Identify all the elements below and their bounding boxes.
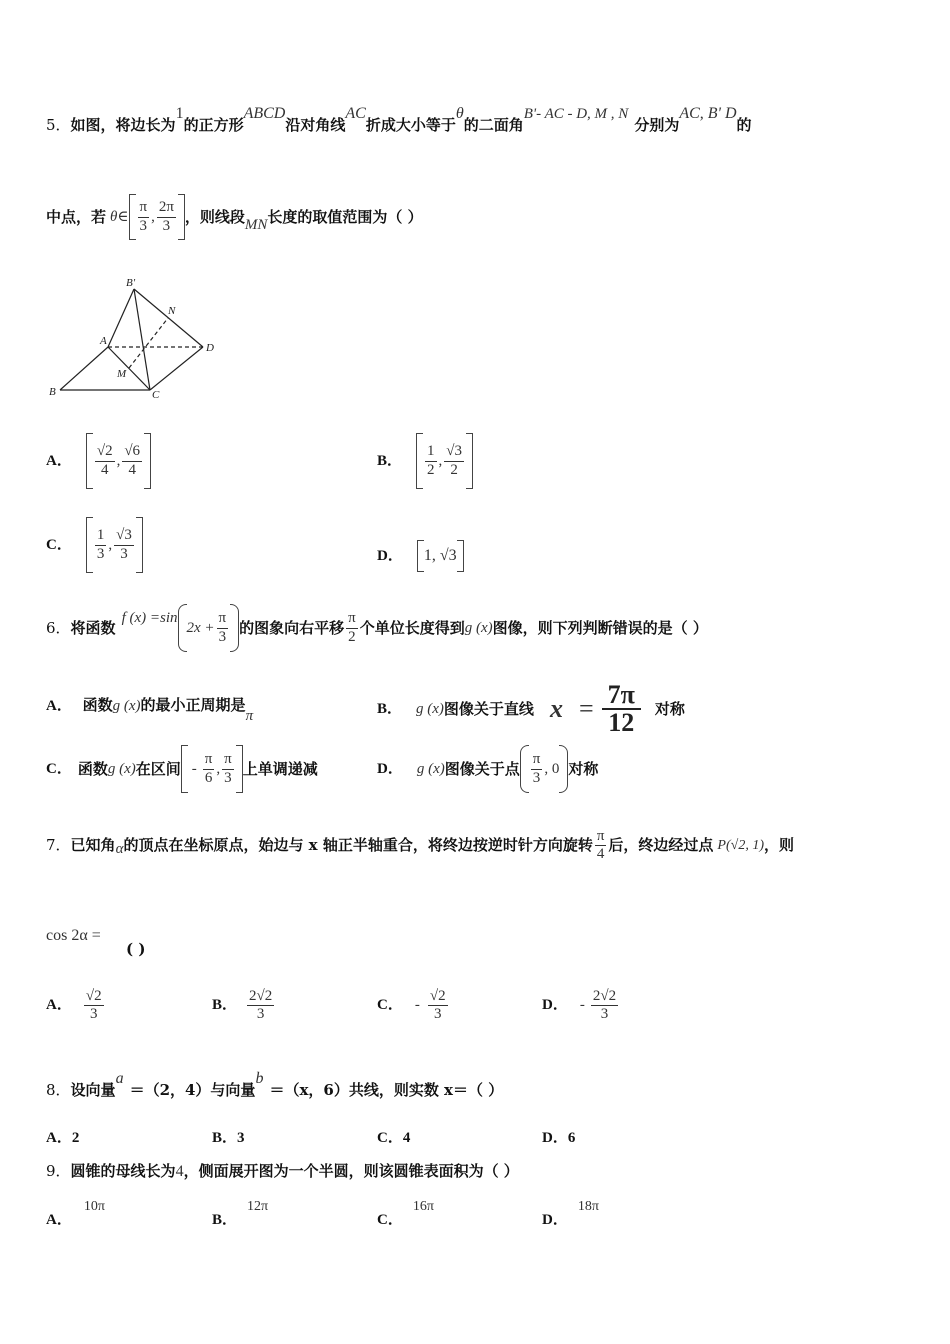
label-c: C	[152, 389, 160, 401]
right-bracket	[466, 433, 473, 489]
q5-text: 中点，若	[46, 207, 107, 226]
q5-math-side: 1	[175, 105, 184, 122]
label-b: B	[49, 386, 56, 398]
vector-a: a	[115, 1070, 124, 1087]
left-paren	[520, 745, 529, 793]
fraction: $\frac{2\pi}{3}$	[158, 199, 174, 234]
label-a: A	[100, 335, 107, 347]
label-d: D	[206, 342, 214, 354]
q9-number: 9．	[46, 1162, 71, 1180]
fraction: $\frac{\pi}{3}$	[139, 199, 148, 234]
q7-option-a[interactable]: A． $\frac{√2}{3}$	[46, 988, 102, 1023]
left-bracket	[86, 517, 93, 573]
q5-math-theta-in: θ∈	[110, 208, 129, 225]
segment-mn	[129, 318, 168, 368]
edge-b1d	[134, 289, 203, 347]
q5-text: 分别为	[634, 116, 680, 134]
vector-b: b	[255, 1070, 264, 1087]
q5-math-midpoints: AC, B' D	[679, 105, 737, 122]
right-bracket	[457, 540, 464, 572]
label-b-prime: B'	[126, 277, 136, 289]
q5-text: 沿对角线	[285, 116, 346, 134]
q5-line1	[46, 105, 752, 134]
q8-option-b[interactable]: B．3	[212, 1130, 245, 1146]
q5-option-b[interactable]: B． $\frac{1}{2}$ , $\frac{√3}{2}$	[377, 433, 473, 489]
q8-stem: 8．设向量a＝（2，4）与向量b＝（x，6）共线，则实数 x＝（ ）	[46, 1070, 504, 1099]
q5-option-c[interactable]: C． $\frac{1}{3}$ , $\frac{√3}{3}$	[46, 517, 143, 573]
q5-option-d[interactable]: D． 1, √3	[377, 540, 464, 572]
q6-option-a[interactable]: A． 函数g (x)的最小正周期是π	[46, 696, 254, 724]
label-n: N	[168, 305, 176, 317]
edge-ba	[60, 347, 108, 390]
q7-math-cos: cos 2α =	[46, 927, 101, 944]
q7-option-b[interactable]: B． $\frac{2√2}{3}$	[212, 988, 273, 1023]
q5-figure	[40, 270, 230, 410]
right-bracket	[236, 745, 243, 793]
q5-math-square: ABCD	[243, 105, 286, 122]
q5-text: 折成大小等于	[365, 116, 456, 134]
q7-stem: 7． 已知角 α 的顶点在坐标原点，始边与 x 轴正半轴重合，将终边按逆时针方向旋转 $\frac{\pi}{4}$ 后，终边经过点 P(√2, 1) ，则	[46, 828, 794, 863]
q5-math-diagonal: AC	[345, 105, 366, 122]
left-bracket	[417, 540, 424, 572]
q7-number: 7．	[46, 836, 71, 855]
q7-stem-cont	[46, 928, 101, 944]
q6-number: 6．	[46, 618, 71, 637]
left-paren	[178, 604, 187, 652]
q7-option-c[interactable]: C． - $\frac{√2}{3}$	[377, 988, 446, 1023]
q7-answer-paren: ( )	[126, 940, 146, 958]
left-bracket	[129, 194, 136, 240]
q9-option-d[interactable]: D．18π	[542, 1199, 599, 1228]
right-paren	[559, 745, 568, 793]
left-bracket	[181, 745, 188, 793]
q5-line2: 中点，若 θ∈ $\frac{\pi}{3}$ , $\frac{2\pi}{3}$ ，则线段 MN 长度的取值范围为（ ）	[46, 194, 423, 240]
q6-stem: 6． 将函数 f (x) =sin 2x + $\frac{\pi}{3}$ 的图象向右平移 $\frac{\pi}{2}$ 个单位长度得到 g (x) 图像，则下列判断错误的是（ ）	[46, 604, 708, 652]
q8-option-a[interactable]: A．2	[46, 1130, 80, 1146]
q9-option-c[interactable]: C．16π	[377, 1199, 434, 1228]
right-bracket	[178, 194, 185, 240]
q9-option-b[interactable]: B．12π	[212, 1199, 269, 1228]
right-bracket	[136, 517, 143, 573]
q5-math-mn: MN	[244, 216, 268, 233]
edge-cd	[150, 347, 203, 390]
right-bracket	[144, 433, 151, 489]
q8-number: 8．	[46, 1081, 71, 1099]
q5-math-theta: θ	[455, 105, 464, 122]
q7-option-d[interactable]: D． - $\frac{2√2}{3}$	[542, 988, 617, 1023]
q6-math-f: f (x) =sin	[121, 609, 178, 626]
fraction: $\frac{7\pi}{12}$	[602, 682, 641, 736]
left-bracket	[86, 433, 93, 489]
q9-stem: 9．圆锥的母线长为4，侧面展开图为一个半圆，则该圆锥表面积为（ ）	[46, 1162, 519, 1180]
left-bracket	[416, 433, 423, 489]
edge-b1c	[134, 289, 150, 390]
q8-option-c[interactable]: C．4	[377, 1130, 411, 1146]
q5-text: 如图，将边长为	[70, 116, 176, 134]
q6-option-c[interactable]: C． 函数 g (x) 在区间 - $\frac{\pi}{6}$ , $\frac{\pi}{3}$ 上单调递减	[46, 745, 318, 793]
q5-text: 长度的取值范围为（ ）	[267, 207, 423, 226]
q5-math-dihedral: B'- AC - D, M , N	[523, 106, 629, 122]
q5-text: ，则线段	[184, 207, 245, 226]
q5-number: 5．	[46, 116, 71, 134]
q6-option-d[interactable]: D． g (x) 图像关于点 $\frac{\pi}{3}$ , 0 对称	[377, 745, 598, 793]
edge-b1a	[108, 289, 134, 347]
q6-option-b[interactable]: B． g (x) 图像关于直线 x = $\frac{7\pi}{12}$ 对称	[377, 680, 685, 737]
q5-text: 的	[736, 116, 752, 134]
q5-option-a[interactable]: A． $\frac{√2}{4}$ , $\frac{√6}{4}$	[46, 433, 151, 489]
right-paren	[230, 604, 239, 652]
label-m: M	[117, 368, 127, 380]
q8-option-d[interactable]: D．6	[542, 1130, 576, 1146]
q5-text: 的二面角	[463, 116, 524, 134]
q9-option-a[interactable]: A．10π	[46, 1199, 105, 1228]
q5-text: 的正方形	[183, 116, 244, 134]
